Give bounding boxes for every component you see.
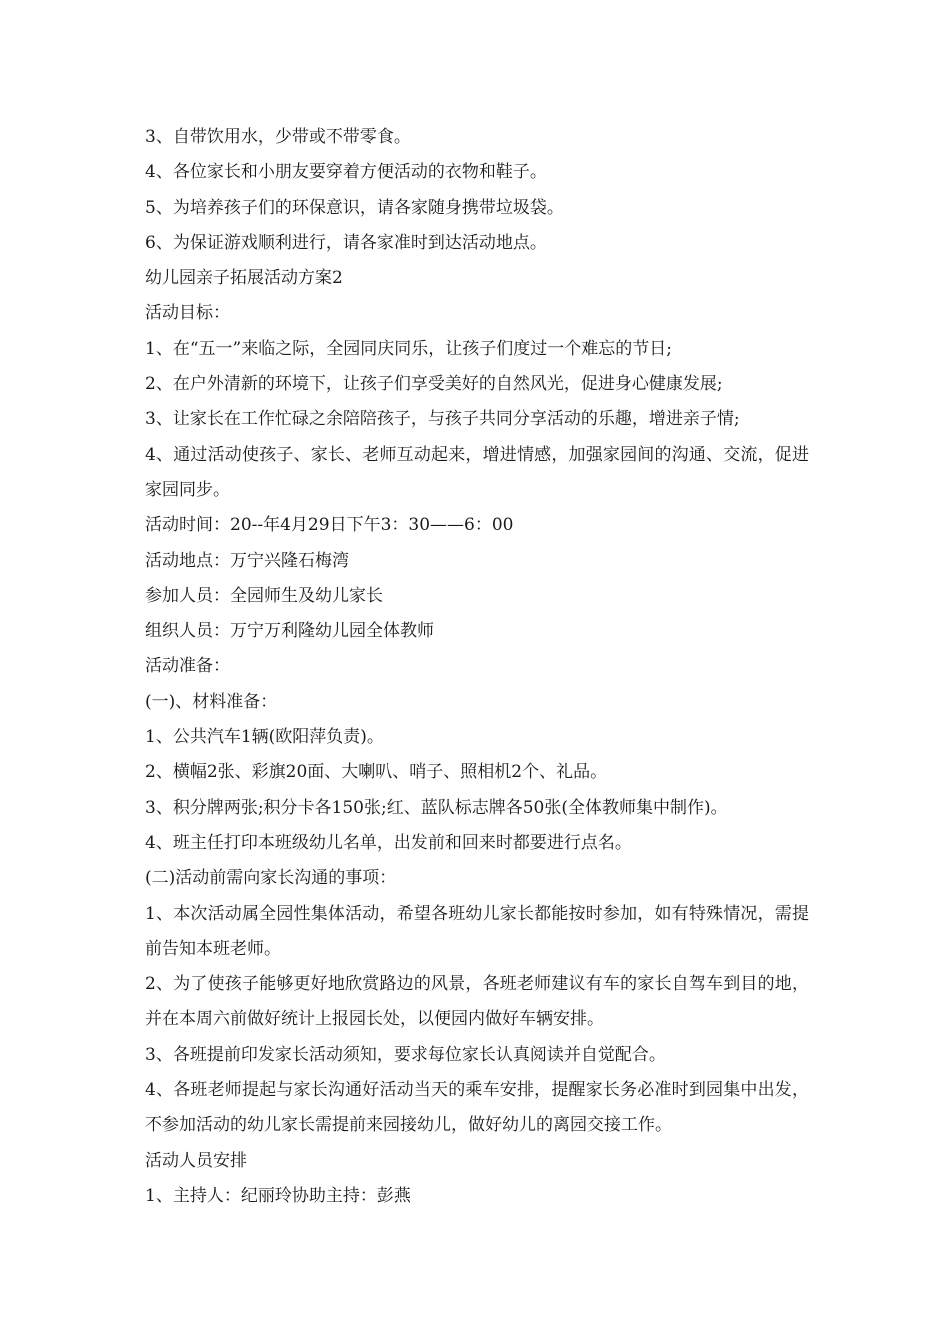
communication-item-1: 1、本次活动属全园性集体活动，希望各班幼儿家长都能按时参加，如有特殊情况，需提前告知本班老师。 <box>145 903 809 959</box>
paragraph-item-4-clothing: 4、各位家长和小朋友要穿着方便活动的衣物和鞋子。 <box>145 162 547 183</box>
goal-item-1: 1、在“五一”来临之际，全园同庆同乐，让孩子们度过一个难忘的节日; <box>145 338 672 359</box>
paragraph-item-6-punctuality: 6、为保证游戏顺利进行，请各家准时到达活动地点。 <box>145 232 547 253</box>
subheading-parent-communication: (二)活动前需向家长沟通的事项： <box>145 868 397 889</box>
goal-item-2: 2、在户外清新的环境下，让孩子们享受美好的自然风光，促进身心健康发展; <box>145 374 723 395</box>
communication-item-4: 4、各班老师提起与家长沟通好活动当天的乘车安排，提醒家长务必准时到园集中出发，不参加活动的幼儿家长需提前来园接幼儿，做好幼儿的离园交接工作。 <box>145 1080 809 1136</box>
material-item-2: 2、横幅2张、彩旗20面、大喇叭、哨子、照相机2个、礼品。 <box>145 762 608 783</box>
activity-location: 活动地点：万宁兴隆石梅湾 <box>145 550 349 571</box>
material-item-1: 1、公共汽车1辆(欧阳萍负责)。 <box>145 727 384 748</box>
paragraph-item-5-garbage-bags: 5、为培养孩子们的环保意识，请各家随身携带垃圾袋。 <box>145 197 564 218</box>
material-item-3: 3、积分牌两张;积分卡各150张;红、蓝队标志牌各50张(全体教师集中制作)。 <box>145 797 728 818</box>
section-title-plan-2: 幼儿园亲子拓展活动方案2 <box>145 268 343 289</box>
organizers: 组织人员：万宁万利隆幼儿园全体教师 <box>145 621 434 642</box>
material-item-4: 4、班主任打印本班级幼儿名单，出发前和回来时都要进行点名。 <box>145 832 632 853</box>
communication-item-3: 3、各班提前印发家长活动须知，要求每位家长认真阅读并自觉配合。 <box>145 1044 666 1065</box>
heading-activity-goals: 活动目标： <box>145 303 230 324</box>
heading-staff-arrangement: 活动人员安排 <box>145 1150 247 1171</box>
heading-activity-preparation: 活动准备： <box>145 656 230 677</box>
activity-time: 活动时间：20--年4月29日下午3：30——6：00 <box>145 515 514 536</box>
participants: 参加人员：全园师生及幼儿家长 <box>145 585 383 606</box>
communication-item-2: 2、为了使孩子能够更好地欣赏路边的风景，各班老师建议有车的家长自驾车到目的地，并在本周六前做好统计上报园长处，以便园内做好车辆安排。 <box>145 974 809 1030</box>
goal-item-3: 3、让家长在工作忙碌之余陪陪孩子，与孩子共同分享活动的乐趣，增进亲子情; <box>145 409 740 430</box>
staff-item-1-host: 1、主持人：纪丽玲协助主持：彭燕 <box>145 1185 411 1206</box>
goal-item-4: 4、通过活动使孩子、家长、老师互动起来，增进情感，加强家园间的沟通、交流，促进家园同步。 <box>145 444 809 500</box>
document-page <box>145 120 815 1214</box>
paragraph-item-3-water: 3、自带饮用水，少带或不带零食。 <box>145 127 411 147</box>
subheading-materials: (一)、材料准备： <box>145 691 278 712</box>
